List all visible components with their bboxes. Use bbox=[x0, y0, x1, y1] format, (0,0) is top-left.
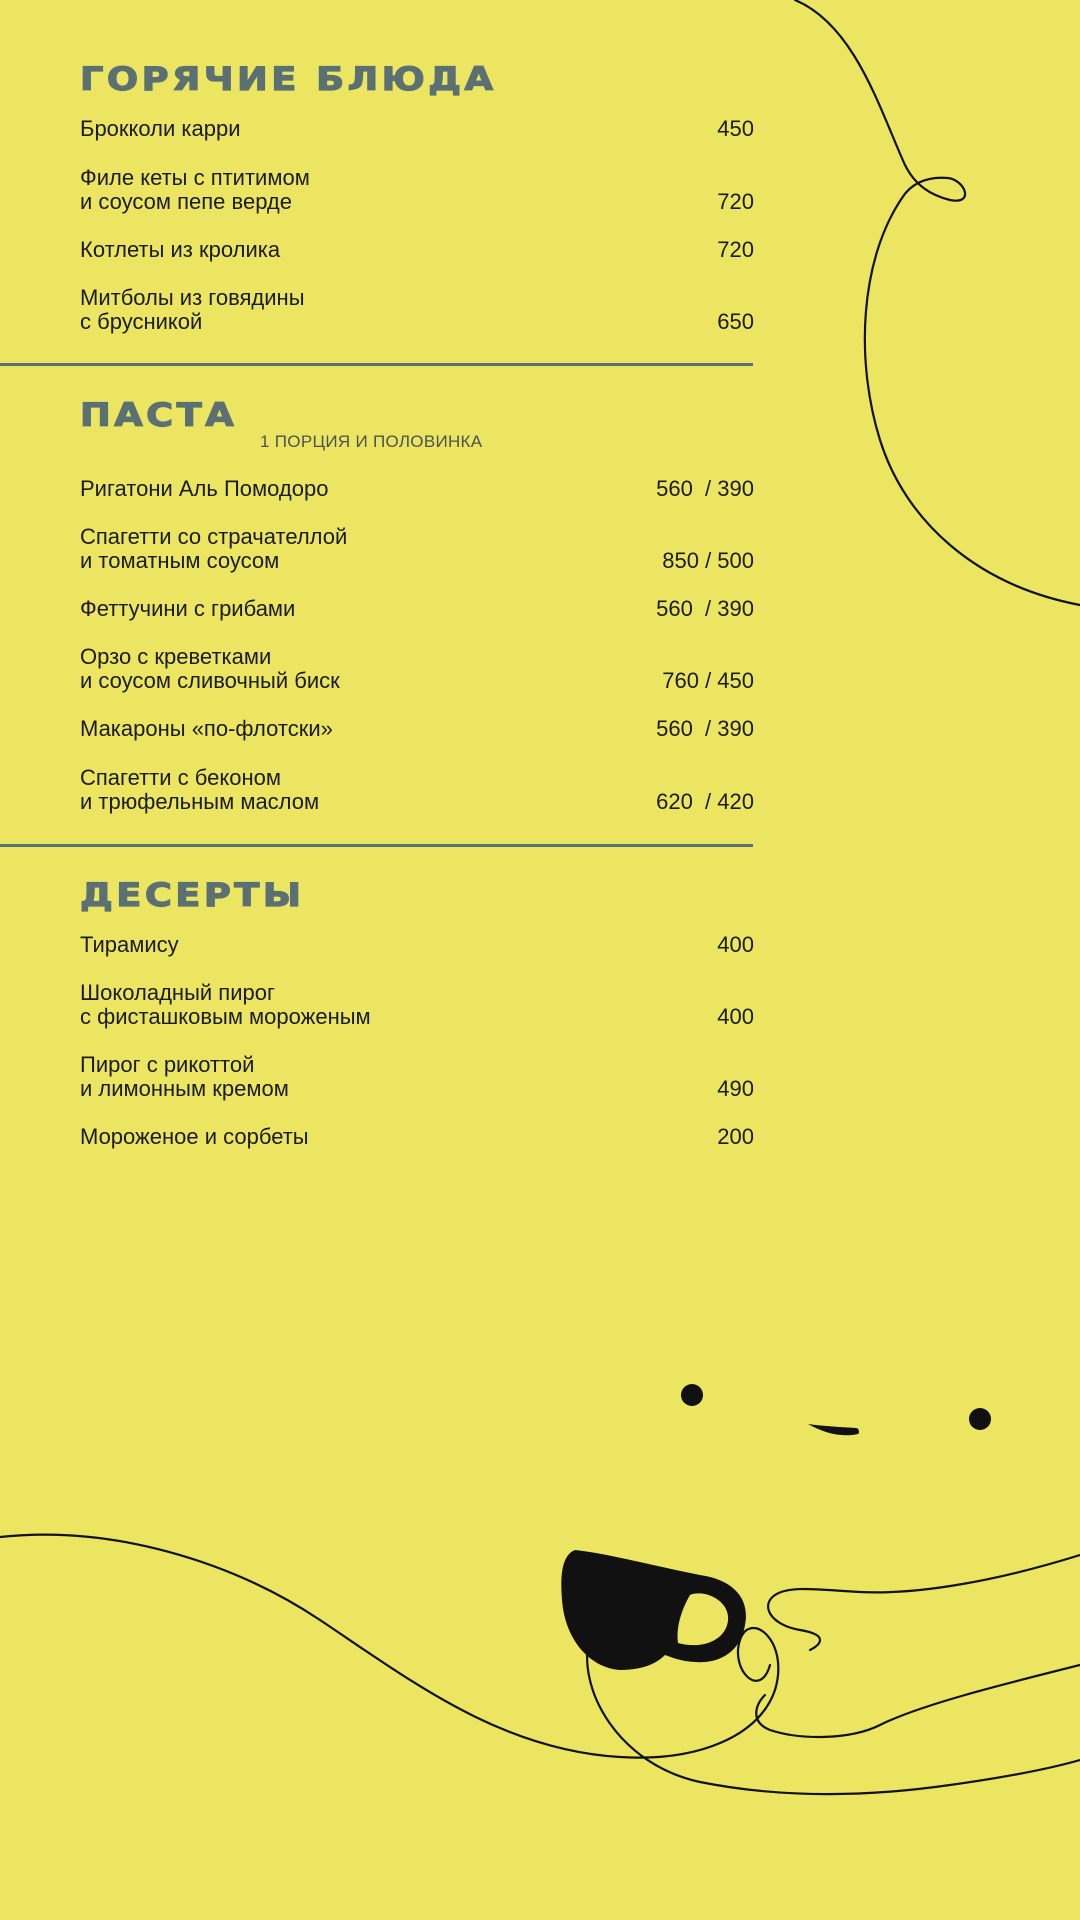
item-price: 400 bbox=[717, 1004, 754, 1029]
item-price: 400 bbox=[717, 932, 754, 957]
menu-item bbox=[80, 525, 754, 573]
item-price: 450 bbox=[717, 116, 754, 141]
item-name: Мороженое и сорбеты bbox=[80, 1124, 309, 1149]
menu-item bbox=[80, 766, 754, 814]
menu-item bbox=[80, 597, 754, 621]
menu-item bbox=[80, 286, 754, 334]
menu-item bbox=[80, 1125, 754, 1149]
item-name: Феттучини с грибами bbox=[80, 596, 296, 621]
item-name: Тирамису bbox=[80, 932, 179, 957]
menu-item bbox=[80, 981, 754, 1029]
menu-item bbox=[80, 717, 754, 741]
right-eye bbox=[969, 1408, 991, 1430]
item-name: Спагетти со страчателлой и томатным соусом bbox=[80, 524, 348, 573]
section-title-hot: ГОРЯЧИЕ БЛЮДА bbox=[80, 60, 497, 98]
item-name: Котлеты из кролика bbox=[80, 237, 281, 262]
arm-lower-outline bbox=[756, 1665, 1080, 1737]
smile-mouth bbox=[808, 1424, 859, 1435]
item-name: Орзо с креветками и соусом сливочный биск bbox=[80, 644, 340, 693]
section-divider bbox=[0, 363, 753, 366]
item-price: 720 bbox=[717, 237, 754, 262]
item-name: Макароны «по-флотски» bbox=[80, 716, 333, 741]
menu-item bbox=[80, 645, 754, 693]
pasta-portion-note: 1 ПОРЦИЯ И ПОЛОВИНКА bbox=[260, 432, 483, 451]
section-title-pasta: ПАСТА bbox=[80, 396, 238, 434]
bottom-wave-line bbox=[0, 1535, 778, 1758]
item-price: 620 / 420 bbox=[656, 789, 754, 814]
item-price: 720 bbox=[717, 189, 754, 214]
menu-item bbox=[80, 238, 754, 262]
menu-item bbox=[80, 477, 754, 501]
item-price: 200 bbox=[717, 1124, 754, 1149]
menu-item bbox=[80, 1053, 754, 1101]
menu-item bbox=[80, 166, 754, 214]
section-divider bbox=[0, 844, 753, 847]
item-name: Филе кеты с птитимом и соусом пепе верде bbox=[80, 165, 310, 214]
item-name: Пирог с рикоттой и лимонным кремом bbox=[80, 1052, 289, 1101]
item-name: Спагетти с беконом и трюфельным маслом bbox=[80, 765, 320, 814]
coffee-cup-icon bbox=[561, 1550, 746, 1670]
left-eye bbox=[681, 1384, 703, 1406]
item-price: 560 / 390 bbox=[656, 716, 754, 741]
top-right-squiggle bbox=[795, 0, 1080, 605]
item-price: 760 / 450 bbox=[662, 668, 754, 693]
item-price: 490 bbox=[717, 1076, 754, 1101]
hand-outline bbox=[587, 1635, 1080, 1794]
item-name: Митболы из говядины с брусникой bbox=[80, 285, 305, 334]
section-title-desserts: ДЕСЕРТЫ bbox=[80, 876, 305, 914]
menu-item bbox=[80, 117, 754, 141]
item-name: Шоколадный пирог с фисташковым мороженым bbox=[80, 980, 371, 1029]
item-price: 560 / 390 bbox=[656, 596, 754, 621]
item-price: 850 / 500 bbox=[662, 548, 754, 573]
arm-outline bbox=[768, 1555, 1080, 1650]
item-price: 560 / 390 bbox=[656, 476, 754, 501]
item-name: Ригатони Аль Помодоро bbox=[80, 476, 329, 501]
menu-item bbox=[80, 933, 754, 957]
item-price: 650 bbox=[717, 309, 754, 334]
item-name: Брокколи карри bbox=[80, 116, 241, 141]
